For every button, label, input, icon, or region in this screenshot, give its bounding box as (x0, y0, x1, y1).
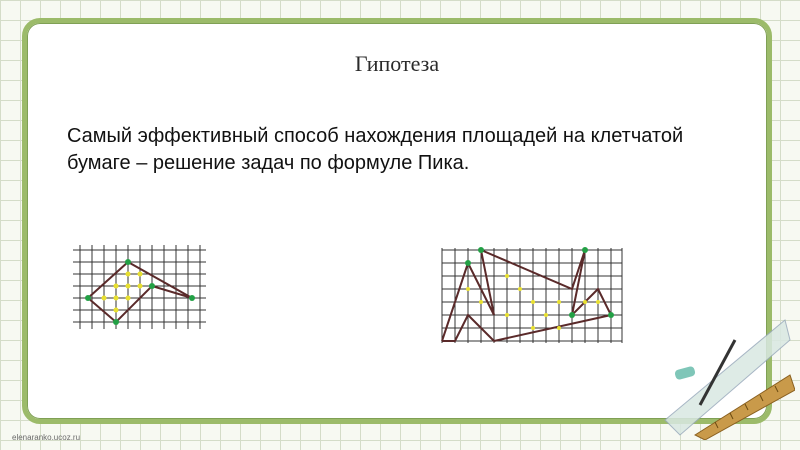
small-polygon-figure (70, 242, 210, 332)
footer-site: elenaranko.ucoz.ru (12, 433, 81, 442)
slide-title: Гипотеза (354, 51, 440, 76)
hypothesis-text: Самый эффективный способ нахождения площадей на клетчатой бумаге – решение задач по формуле Пика. (67, 125, 684, 174)
ruler-pencil-icon (655, 300, 795, 440)
large-polygon-figure (437, 245, 627, 345)
